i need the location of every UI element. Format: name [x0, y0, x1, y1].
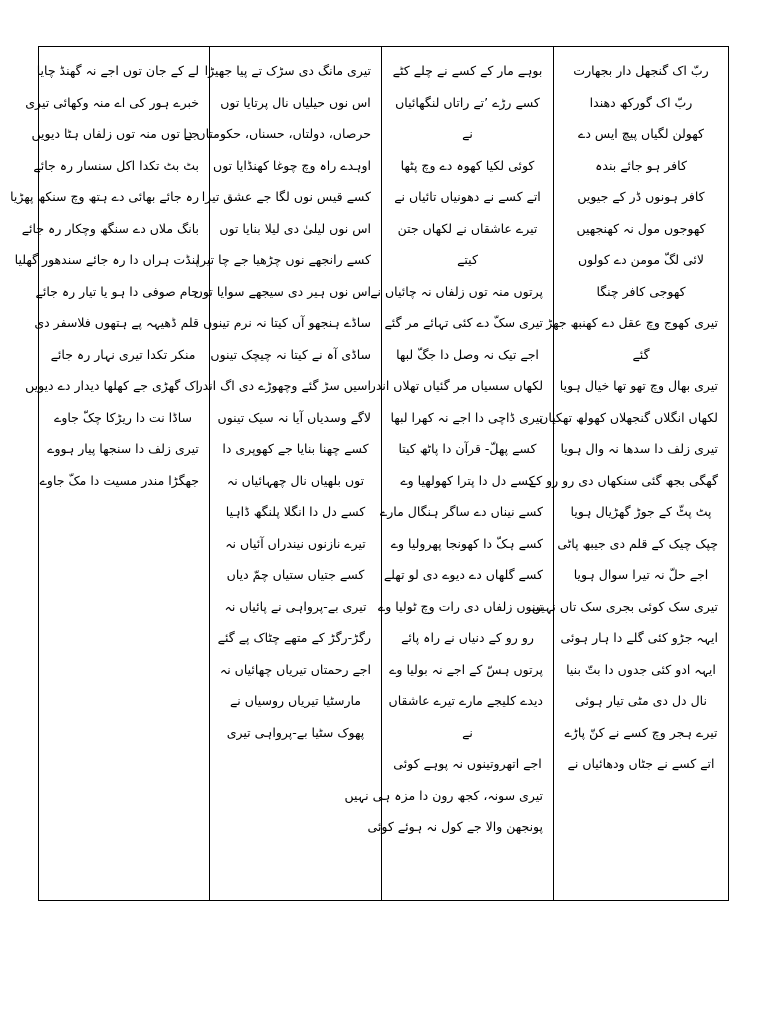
verse-line: جھگڑا مندر مسیت دا مکّ جاوے: [39, 472, 199, 488]
verse-line: اجے رحمتاں تیریاں چھائیاں نہ: [219, 661, 371, 677]
verse-line: تیری زلف دا سدھا نہ وال ہویا: [560, 441, 718, 456]
verse-line: لاگے وسدیاں آیا نہ سیک تینوں: [217, 409, 371, 425]
verse-line: پرتوں ہسّ کے اجے نہ بولیا وے: [389, 661, 543, 677]
verse-line: رگڑ-رگڑ کے متھے چٹاک پے گئے: [217, 630, 371, 645]
verse-line: ساڈی آہ نے کیتا نہ چیچک تینوں: [210, 346, 371, 362]
verse-line: لے کے جان توں اجے نہ گھنڈ چایا: [36, 63, 199, 78]
verse-line: چپک چیک کے قلم دی جیبھ پاٹی: [557, 535, 718, 551]
verse-line: تینوں زلفاں دی رات وچ ٹولیا وے: [377, 598, 543, 614]
verse-line: کسے جتیاں ستیاں چمّ دیاں: [226, 567, 365, 582]
verse-line: تیری کھوج وچ عقل دے کھنبھ جھڑ: [546, 315, 718, 330]
verse-line: تیری سک کوئی بجری سک تاں نہیں: [531, 598, 718, 614]
verse-line: توں بلھیاں نال چھہائیاں نہ: [226, 472, 365, 488]
verse-line: لکھاں انگلاں گنجھلاں کھولھ تھکیاں: [539, 409, 718, 425]
verse-line: رہ جائے بھائی دے ہتھ وچ سنکھ پھڑیا: [10, 189, 199, 204]
poem-column-2: [344, 47, 554, 900]
verse-line: کسے رانجھے نوں چڑھیا جے چا تیرا: [196, 252, 371, 267]
poem-column-4: [10, 47, 210, 900]
verse-line: کسے ہکّ دا کھونجا پھرولیا وے: [390, 535, 543, 551]
verse-line: قلم ڈھیہہ پے ہتھوں فلاسفر دی: [34, 315, 199, 330]
verse-line: کسے رڑے ’تے راتاں لنگھائیاں: [395, 94, 540, 110]
verse-line: کسے پھلّ- قرآن دا پاٹھ کیتا: [398, 441, 537, 456]
verse-line: کھوجوں مول نہ کھنجھیں: [576, 220, 706, 236]
verse-line: کیتے: [457, 252, 478, 267]
verse-line: پھوک سٹیا بے-پرواہی تیری: [226, 724, 365, 740]
verse-line: جام صوفی دا ہو یا تیار رہ جائے: [35, 283, 199, 299]
verse-line: نال دل دی مٹی تیار ہوئی: [575, 693, 707, 708]
verse-line: تیری بے-پرواہی نے پائیاں نہ: [224, 598, 367, 614]
verse-line: کسے دل دا پترا کھولھیا وے: [400, 472, 535, 488]
verse-line: کسے دل دا انگلا پلنگھ ڈاہیا: [225, 504, 366, 519]
verse-line: ربّ اک گنجھل دار بجھارت: [573, 63, 709, 78]
verse-line: منکر تکدا تیری نہار رہ جائے: [50, 346, 196, 362]
verse-line: لکھاں سسیاں مر گئیاں تھلاں اندر: [369, 378, 543, 393]
verse-line: نے: [462, 126, 473, 141]
poem-table: [10, 46, 729, 901]
verse-line: اجے اتھروتینوں نہ پوہے کوئی: [393, 756, 542, 771]
verse-line: مارسٹیا تیریاں روسیاں نے: [229, 693, 361, 708]
verse-line: رو رو کے دنیاں نے راہ پائے: [401, 630, 534, 645]
poem-column-1: [528, 47, 728, 900]
verse-line: تیرے نازنوں نیندراں آئیاں نہ: [225, 535, 366, 551]
verse-line: تیری سونہ، کجھ رون دا مزہ ہی نہیں: [344, 787, 543, 803]
verse-line: اس نوں لیلیٰ دی لیلا بنایا توں: [219, 220, 371, 236]
verse-line: گھگی بجھ گئی سنکھاں دی رو رو کے: [528, 472, 718, 488]
verse-line: کھوجی کافر چنگا: [596, 283, 686, 299]
verse-line: جے توں منہ توں زلفاں ہٹا دیویں: [31, 126, 199, 141]
verse-line: دیدے کلیجے مارے تیرے عاشقاں: [388, 693, 543, 708]
verse-line: کافر ہونوں ڈر کے جیویں: [577, 189, 705, 204]
verse-line: تیری ڈاچی دا اجے نہ کھرا لبھا: [390, 409, 543, 425]
verse-line: اجے تیک نہ وصل دا جگّ لبھا: [396, 346, 539, 362]
verse-line: کسے قیس نوں لگا جے عشق تیرا: [201, 189, 371, 204]
verse-line: کسے نیناں دے ساگر ہنگال مارے: [379, 504, 543, 519]
verse-line: پرتوں منہ توں زلفاں نہ چائیاں نے: [370, 283, 543, 299]
verse-line: ساڈا نت دا ریڑکا چکّ جاوے: [54, 409, 192, 425]
verse-line: نے: [462, 724, 473, 740]
verse-line: بٹ بٹ تکدا اکل سنسار رہ جائے: [33, 157, 199, 173]
verse-line: اتے کسے نے جٹاں ودھائیاں نے: [567, 756, 715, 771]
verse-line: ایہہ جڑو کئی گلے دا ہار ہوئی: [560, 630, 718, 645]
verse-line: کوئی لکیا کھوہ دے وچ پٹھا: [400, 157, 535, 173]
verse-line: تیری بھال وچ تھو تھا خیال ہویا: [559, 378, 718, 393]
verse-line: ساڈے ہنجھو آں کیتا نہ نرم تینوں: [203, 315, 371, 330]
verse-line: ربّ اک گورکھ دھندا: [589, 94, 693, 110]
verse-line: اس نوں حیلیاں نال پرتایا توں: [220, 94, 371, 110]
verse-line: کسے چھنا بنایا جے کھوپری دا: [222, 441, 369, 456]
verse-line: تیری زلف دا سنجھا پیار ہووے: [47, 441, 199, 456]
poem-column-3: [183, 47, 382, 900]
verse-line: تیرے عاشقاں نے لکھاں جتن: [397, 220, 538, 236]
verse-line: ایہہ ادو کئی جدوں دا بتّ بنیا: [566, 661, 716, 677]
verse-line: پٹ پٹّ کے جوڑ گھڑیال ہویا: [570, 504, 712, 519]
verse-line: اس نوں ہیر دی سیجھے سوایا توں: [193, 283, 371, 299]
verse-line: اسیں سڑ گئے وچھوڑے دی اگ اندر: [196, 378, 371, 393]
verse-line: بانگ ملاں دے سنگھ وچکار رہ جائے: [21, 220, 199, 236]
verse-line: تیری مانگ دی سڑک تے پیا جھیڑا: [204, 63, 371, 78]
verse-line: تیری سکّ دے کئی تہائے مر گئے: [384, 315, 543, 330]
verse-line: کھولن لگیاں پیچ ایس دے: [578, 126, 704, 141]
verse-line: خبرے ہور کی اے منہ وکھائی تیری: [25, 94, 199, 110]
verse-line: اتے کسے نے دھونیاں تائیاں نے: [394, 189, 541, 204]
verse-line: اک گھڑی جے کھلھا دیدار دے دیویں: [25, 378, 199, 393]
verse-line: اجے حلّ نہ تیرا سوال ہویا: [573, 567, 709, 582]
verse-line: اوہدے راہ وچ چوغا کھنڈایا توں: [213, 157, 371, 173]
verse-line: بوہے مار کے کسے نے چلے کٹے: [392, 63, 543, 78]
verse-line: حرصاں، دولتاں، حسناں، حکومتاں دا: [183, 126, 371, 141]
verse-line: تیرے ہجر وچ کسے نے کنّ پاڑے: [564, 724, 718, 740]
verse-line: گئے: [632, 346, 650, 362]
verse-line: پنڈت ہراں دا رہ جائے سندھور گھلیا: [14, 252, 199, 267]
verse-line: کافر ہو جائے بندہ: [595, 157, 687, 173]
verse-line: کسے گلھاں دے دیوے دی لو تھلے: [383, 567, 543, 582]
verse-line: لائی لگّ مومن دے کولوں: [577, 252, 705, 267]
verse-line: پونجھن والا جے کول نہ ہوئے کوئی: [367, 819, 543, 834]
